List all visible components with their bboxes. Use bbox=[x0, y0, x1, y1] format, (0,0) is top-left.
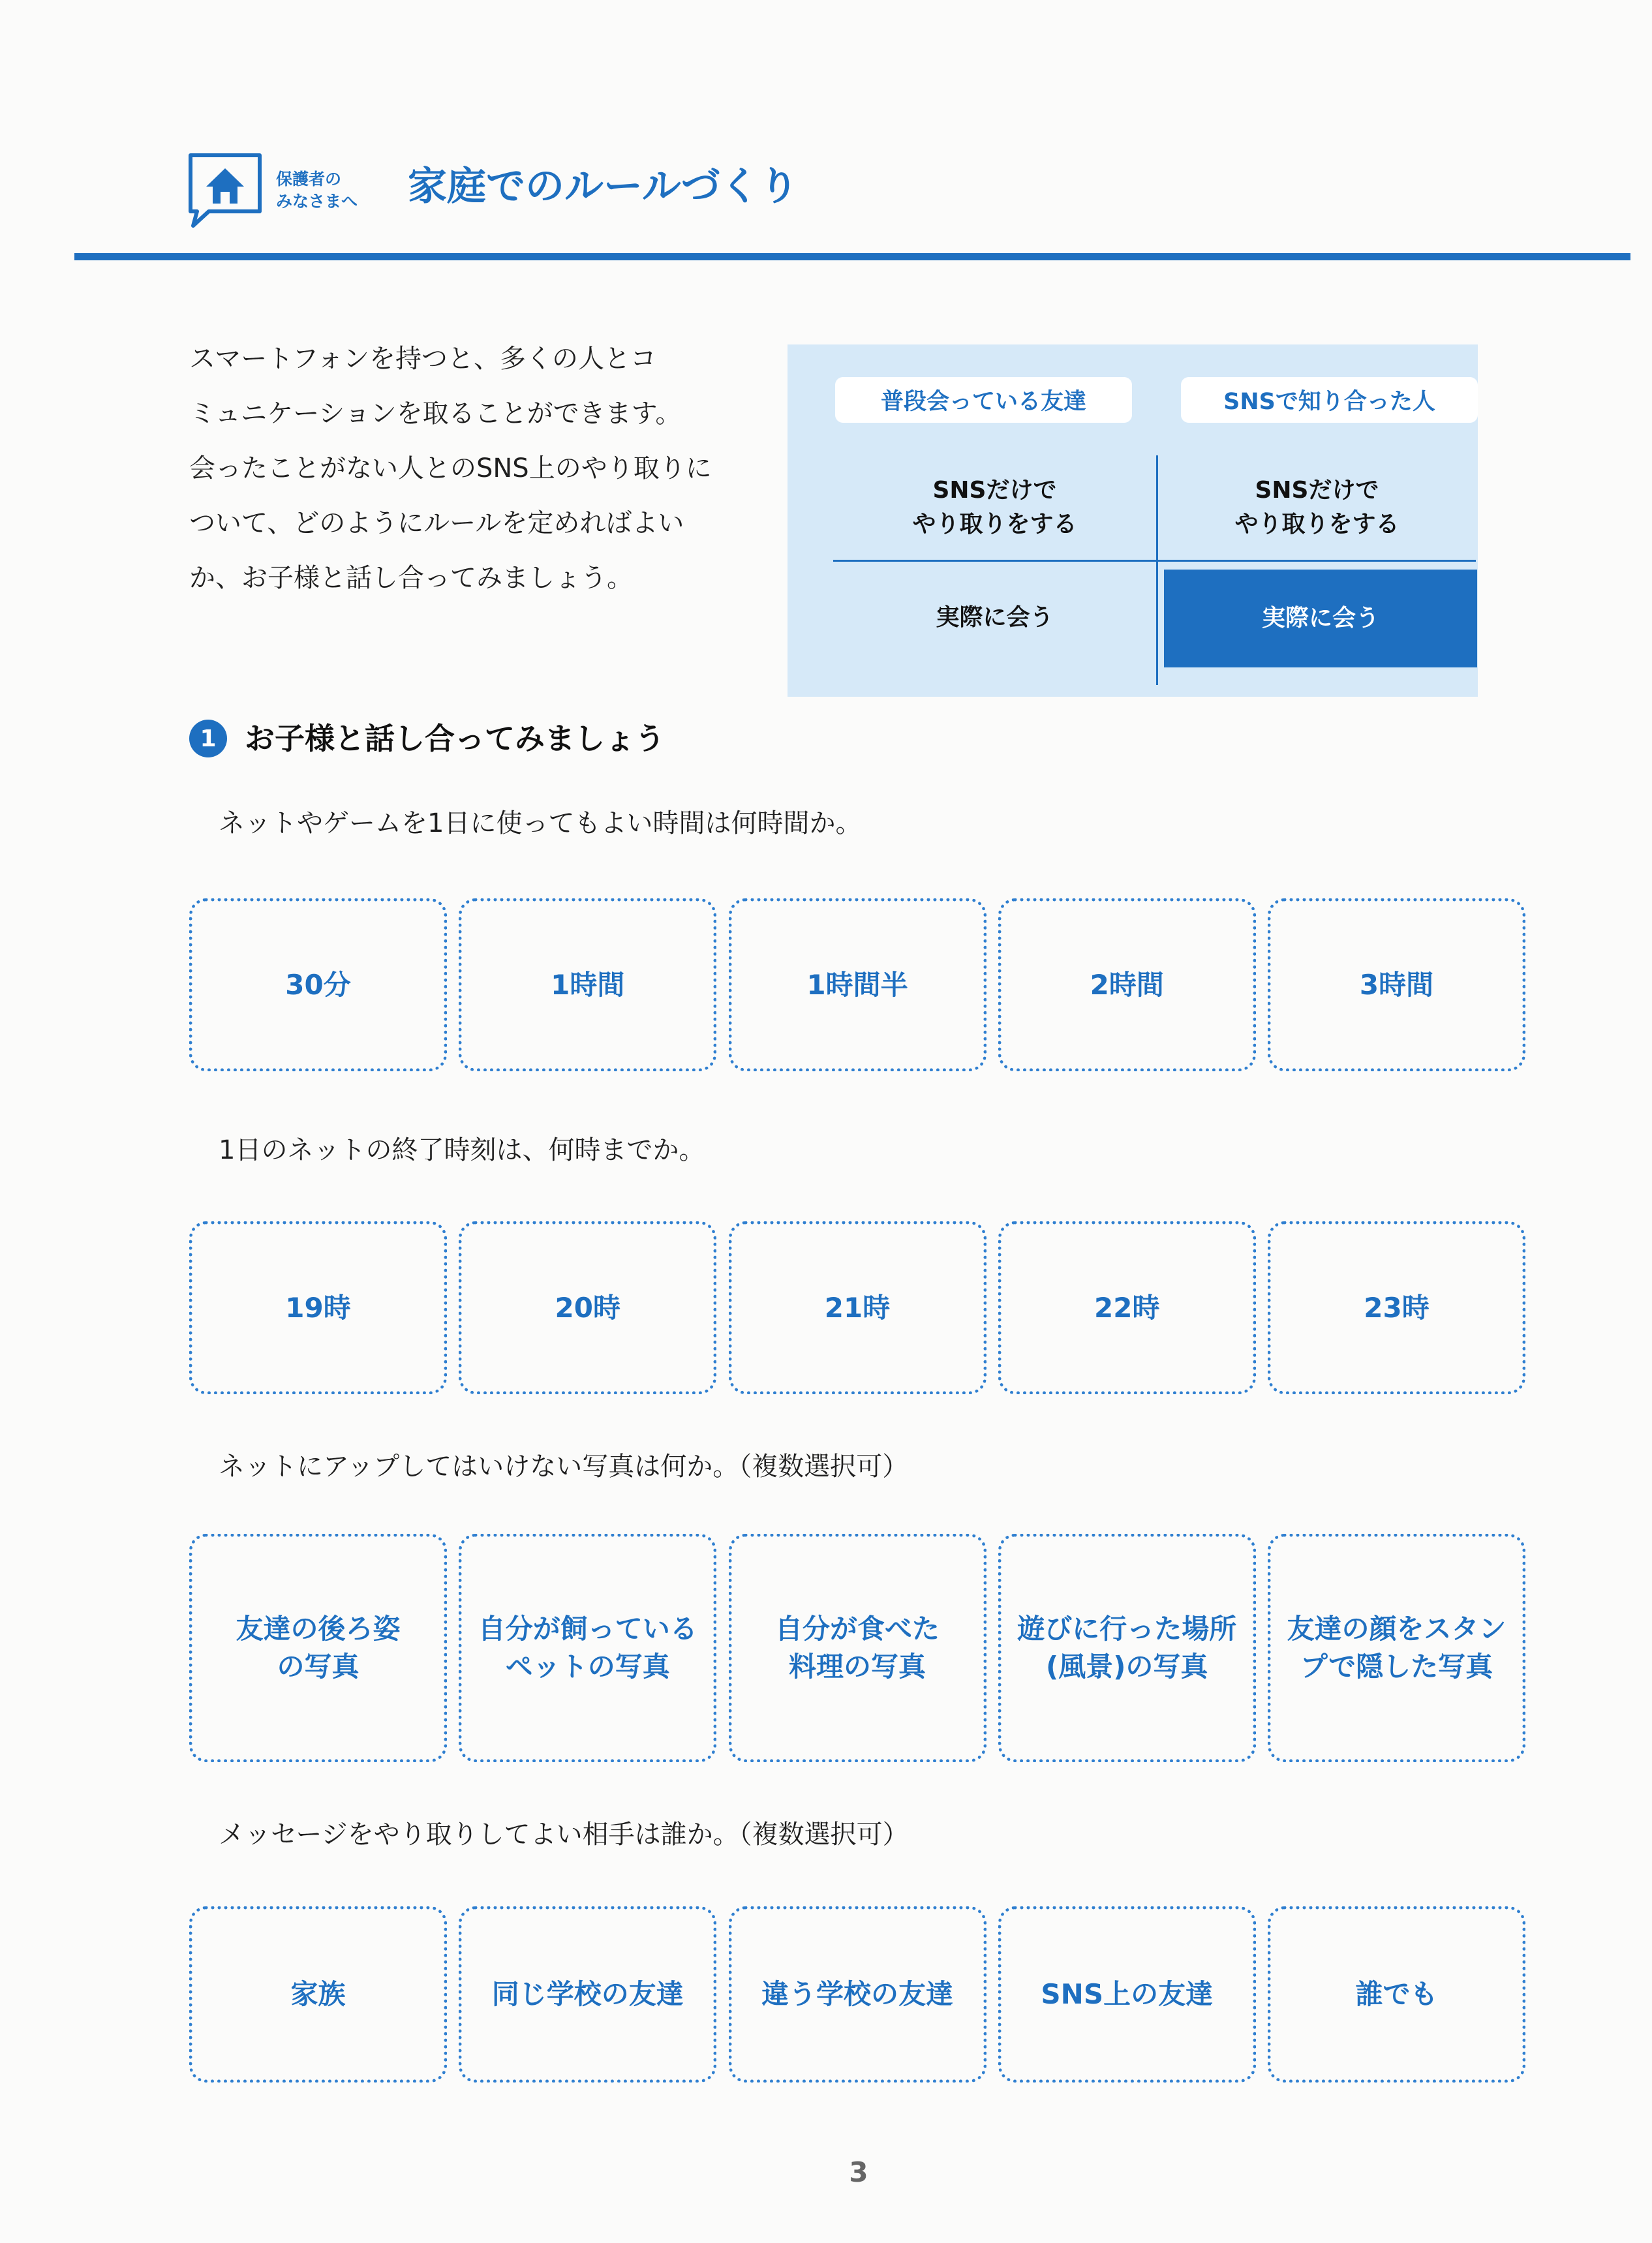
question-usage-time: ネットやゲームを1日に使ってもよい時間は何時間か。 bbox=[219, 808, 862, 838]
option-line: の写真 bbox=[277, 1651, 359, 1683]
options-end-time bbox=[189, 1221, 1525, 1394]
option-line: 遊びに行った場所 bbox=[1017, 1613, 1237, 1645]
badge-label bbox=[276, 168, 358, 213]
option-3hour[interactable]: 3時間 bbox=[1268, 898, 1525, 1071]
option-line: 自分が食べた bbox=[774, 1613, 940, 1645]
intro-line: 会ったことがない人とのSNS上のやり取りに bbox=[189, 453, 712, 483]
section-number-badge: 1 bbox=[189, 720, 227, 757]
option-line: 料理の写真 bbox=[788, 1651, 926, 1683]
matrix-cell-friends-meet: 実際に会う bbox=[936, 604, 1054, 631]
option-food-photo[interactable] bbox=[729, 1534, 987, 1762]
relationship-matrix bbox=[788, 344, 1478, 697]
option-line: 友達の後ろ姿 bbox=[236, 1613, 401, 1645]
option-pet-photo[interactable] bbox=[459, 1534, 716, 1762]
home-icon bbox=[187, 151, 264, 228]
matrix-cell-line: やり取りをする bbox=[912, 511, 1077, 538]
question-end-time: 1日のネットの終了時刻は、何時までか。 bbox=[219, 1135, 705, 1165]
option-line: (風景)の写真 bbox=[1046, 1651, 1208, 1683]
option-line: 友達の顔をスタン bbox=[1287, 1613, 1507, 1645]
option-30min[interactable]: 30分 bbox=[189, 898, 447, 1071]
intro-line: スマートフォンを持つと、多くの人とコ bbox=[189, 344, 656, 374]
option-other-school-friend[interactable]: 違う学校の友達 bbox=[729, 1906, 987, 2083]
option-friend-back-photo[interactable] bbox=[189, 1534, 447, 1762]
page-number: 3 bbox=[849, 2156, 868, 2188]
header-divider bbox=[74, 253, 1630, 260]
matrix-cell-line: SNSだけで bbox=[1255, 477, 1379, 504]
option-21[interactable]: 21時 bbox=[729, 1221, 987, 1394]
matrix-cell-friends-sns-only bbox=[833, 455, 1156, 560]
matrix-cell-sns-sns-only bbox=[1158, 455, 1476, 560]
option-line: プで隠した写真 bbox=[1300, 1651, 1493, 1683]
option-family[interactable]: 家族 bbox=[189, 1906, 447, 2083]
option-line: 自分が飼っている bbox=[478, 1613, 697, 1645]
matrix-cell-line: SNSだけで bbox=[932, 477, 1057, 504]
intro-line: ついて、どのようにルールを定めればよい bbox=[189, 508, 684, 538]
option-place-photo[interactable] bbox=[998, 1534, 1256, 1762]
option-sns-friend[interactable]: SNS上の友達 bbox=[998, 1906, 1256, 2083]
section-title: お子様と話し合ってみましょう bbox=[245, 721, 665, 756]
question-message-partners: メッセージをやり取りしてよい相手は誰か。（複数選択可） bbox=[219, 1820, 909, 1850]
matrix-col-header-friends: 普段会っている友達 bbox=[835, 377, 1132, 423]
intro-line: か、お子様と話し合ってみましょう。 bbox=[189, 563, 633, 593]
options-photos bbox=[189, 1534, 1525, 1762]
option-2hour[interactable]: 2時間 bbox=[998, 898, 1256, 1071]
option-23[interactable]: 23時 bbox=[1268, 1221, 1525, 1394]
question-photos: ネットにアップしてはいけない写真は何か。（複数選択可） bbox=[219, 1452, 909, 1482]
intro-text bbox=[189, 331, 750, 605]
page-title: 家庭でのルールづくり bbox=[408, 164, 799, 209]
option-20[interactable]: 20時 bbox=[459, 1221, 716, 1394]
option-22[interactable]: 22時 bbox=[998, 1221, 1256, 1394]
option-same-school-friend[interactable]: 同じ学校の友達 bbox=[459, 1906, 716, 2083]
option-1hour[interactable]: 1時間 bbox=[459, 898, 716, 1071]
option-stamped-face-photo[interactable] bbox=[1268, 1534, 1525, 1762]
options-message-partners bbox=[189, 1906, 1525, 2083]
option-19[interactable]: 19時 bbox=[189, 1221, 447, 1394]
intro-line: ミュニケーションを取ることができます。 bbox=[189, 399, 682, 429]
options-usage-time bbox=[189, 898, 1525, 1071]
badge-label-line-1: 保護者の bbox=[276, 170, 342, 189]
badge-label-line-2: みなさまへ bbox=[276, 192, 358, 211]
option-1-5hour[interactable]: 1時間半 bbox=[729, 898, 987, 1071]
matrix-cell-line: やり取りをする bbox=[1234, 511, 1400, 538]
matrix-cell-sns-meet: 実際に会う bbox=[1164, 570, 1477, 667]
option-line: ペットの写真 bbox=[505, 1651, 670, 1683]
option-anyone[interactable]: 誰でも bbox=[1268, 1906, 1525, 2083]
matrix-col-header-sns: SNSで知り合った人 bbox=[1181, 377, 1478, 423]
